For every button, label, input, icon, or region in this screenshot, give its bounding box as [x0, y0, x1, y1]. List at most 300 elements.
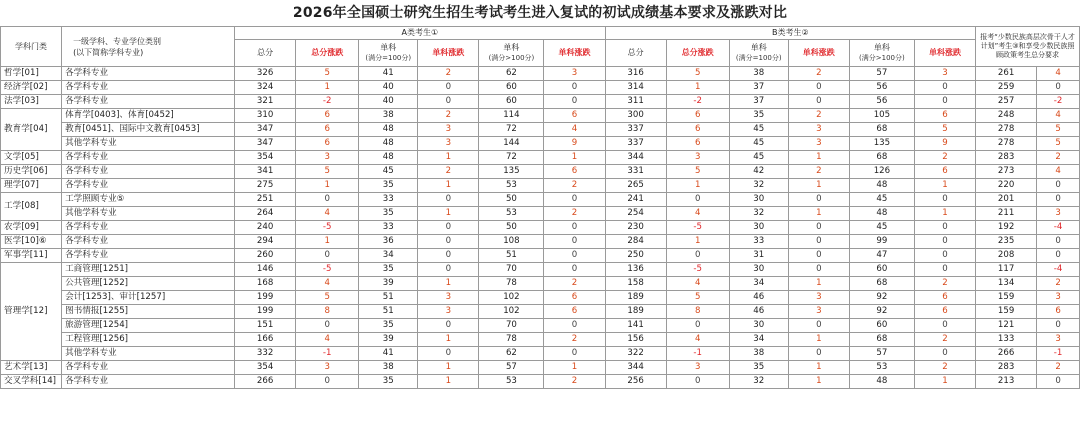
a-change-cell: 2	[544, 277, 605, 291]
a-score-cell: 33	[359, 221, 418, 235]
specialty-cell: 各学科专业	[62, 151, 235, 165]
a-score-cell: 135	[479, 165, 544, 179]
a-change-cell: 0	[418, 319, 479, 333]
a-score-cell: 48	[359, 137, 418, 151]
b-change-cell: 0	[788, 235, 849, 249]
b-score-cell: 30	[729, 319, 788, 333]
a-change-cell: 0	[418, 95, 479, 109]
a-change-cell: 0	[418, 81, 479, 95]
a-change-cell: 0	[544, 221, 605, 235]
minority-score-cell: 259	[976, 81, 1037, 95]
b-change-cell: 0	[788, 221, 849, 235]
a-change-cell: 0	[544, 347, 605, 361]
a-change-cell: 1	[418, 179, 479, 193]
a-change-cell: 0	[544, 81, 605, 95]
b-change-cell: -5	[666, 221, 729, 235]
b-score-cell: 105	[849, 109, 914, 123]
b-change-cell: 0	[788, 319, 849, 333]
a-change-cell: 9	[544, 137, 605, 151]
a-score-cell: 45	[359, 165, 418, 179]
a-score-cell: 39	[359, 277, 418, 291]
b-change-cell: 1	[788, 151, 849, 165]
b-change-cell: 0	[666, 193, 729, 207]
a-change-cell: -5	[296, 221, 359, 235]
a-score-cell: 324	[235, 81, 296, 95]
b-change-cell: 0	[914, 235, 975, 249]
a-change-cell: 2	[544, 207, 605, 221]
discipline-cell: 艺术学[13]	[1, 361, 62, 375]
b-score-cell: 68	[849, 123, 914, 137]
a-change-cell: 0	[544, 263, 605, 277]
a-score-cell: 35	[359, 319, 418, 333]
b-score-cell: 158	[605, 277, 666, 291]
specialty-cell: 各学科专业	[62, 221, 235, 235]
a-change-cell: 0	[544, 319, 605, 333]
b-score-cell: 68	[849, 151, 914, 165]
table-row	[1, 109, 1080, 123]
a-score-cell: 57	[479, 361, 544, 375]
a-score-cell: 347	[235, 123, 296, 137]
b-score-cell: 45	[729, 151, 788, 165]
b-score-cell: 284	[605, 235, 666, 249]
b-change-cell: 1	[788, 207, 849, 221]
b-score-cell: 48	[849, 375, 914, 389]
a-score-cell: 72	[479, 151, 544, 165]
a-change-cell: 0	[296, 193, 359, 207]
a-change-cell: 4	[296, 277, 359, 291]
b-change-cell: 5	[914, 123, 975, 137]
b-score-cell: 311	[605, 95, 666, 109]
b-change-cell: 6	[914, 165, 975, 179]
minority-score-cell: 213	[976, 375, 1037, 389]
a-change-cell: 1	[418, 375, 479, 389]
b-change-cell: 6	[666, 137, 729, 151]
minority-score-cell: 211	[976, 207, 1037, 221]
a-score-cell: 36	[359, 235, 418, 249]
b-score-cell: 331	[605, 165, 666, 179]
a-change-cell: 5	[296, 291, 359, 305]
a-score-cell: 108	[479, 235, 544, 249]
specialty-cell: 各学科专业	[62, 165, 235, 179]
b-change-cell: 5	[666, 67, 729, 81]
b-change-cell: 2	[788, 165, 849, 179]
b-score-cell: 189	[605, 305, 666, 319]
a-change-cell: 0	[296, 249, 359, 263]
b-score-cell: 136	[605, 263, 666, 277]
a-change-cell: 0	[544, 95, 605, 109]
b-change-cell: 0	[788, 249, 849, 263]
minority-change-cell: 0	[1037, 81, 1080, 95]
a-score-cell: 354	[235, 361, 296, 375]
b-score-cell: 135	[849, 137, 914, 151]
b-score-cell: 314	[605, 81, 666, 95]
b-change-cell: 0	[914, 81, 975, 95]
a-change-cell: 3	[418, 137, 479, 151]
b-change-cell: 0	[788, 193, 849, 207]
b-change-cell: 0	[914, 319, 975, 333]
minority-score-cell: 248	[976, 109, 1037, 123]
a-change-cell: 3	[418, 291, 479, 305]
a-change-cell: 6	[296, 123, 359, 137]
b-change-cell: 0	[666, 249, 729, 263]
minority-score-cell: 121	[976, 319, 1037, 333]
b-score-cell: 250	[605, 249, 666, 263]
a-change-cell: 0	[544, 249, 605, 263]
a-score-cell: 35	[359, 375, 418, 389]
a-change-cell: 1	[544, 151, 605, 165]
header-b-single2-change: 单科涨跌	[914, 40, 975, 67]
table-row	[1, 95, 1080, 109]
a-change-cell: 2	[544, 375, 605, 389]
a-score-cell: 48	[359, 151, 418, 165]
minority-score-cell: 159	[976, 305, 1037, 319]
minority-change-cell: 0	[1037, 179, 1080, 193]
a-change-cell: 3	[418, 305, 479, 319]
minority-score-cell: 257	[976, 95, 1037, 109]
b-score-cell: 56	[849, 95, 914, 109]
b-score-cell: 99	[849, 235, 914, 249]
a-change-cell: 3	[296, 361, 359, 375]
discipline-cell: 工学[08]	[1, 193, 62, 221]
minority-score-cell: 273	[976, 165, 1037, 179]
b-score-cell: 35	[729, 361, 788, 375]
specialty-cell: 其他学科专业	[62, 347, 235, 361]
table-row	[1, 123, 1080, 137]
b-change-cell: 3	[666, 151, 729, 165]
a-score-cell: 102	[479, 305, 544, 319]
a-change-cell: 0	[544, 193, 605, 207]
b-change-cell: 0	[788, 347, 849, 361]
b-change-cell: 3	[788, 123, 849, 137]
a-score-cell: 34	[359, 249, 418, 263]
b-change-cell: 4	[666, 333, 729, 347]
a-score-cell: 33	[359, 193, 418, 207]
b-change-cell: -1	[666, 347, 729, 361]
b-change-cell: 9	[914, 137, 975, 151]
header-b-single2-line1: 单科	[873, 43, 890, 52]
header-a-single2-change: 单科涨跌	[544, 40, 605, 67]
a-score-cell: 78	[479, 277, 544, 291]
header-a-total-change: 总分涨跌	[296, 40, 359, 67]
minority-score-cell: 192	[976, 221, 1037, 235]
b-change-cell: 1	[788, 375, 849, 389]
a-score-cell: 260	[235, 249, 296, 263]
header-category	[62, 27, 235, 67]
header-discipline: 学科门类	[1, 27, 62, 67]
a-score-cell: 35	[359, 263, 418, 277]
header-b-total-change: 总分涨跌	[666, 40, 729, 67]
a-score-cell: 53	[479, 375, 544, 389]
specialty-cell: 其他学科专业	[62, 207, 235, 221]
b-score-cell: 60	[849, 319, 914, 333]
b-change-cell: 2	[914, 277, 975, 291]
table-row	[1, 137, 1080, 151]
discipline-cell: 理学[07]	[1, 179, 62, 193]
a-score-cell: 40	[359, 81, 418, 95]
a-score-cell: 51	[479, 249, 544, 263]
b-score-cell: 337	[605, 137, 666, 151]
header-a-single2	[479, 40, 544, 67]
a-score-cell: 53	[479, 179, 544, 193]
minority-change-cell: -1	[1037, 347, 1080, 361]
specialty-cell: 其他学科专业	[62, 137, 235, 151]
score-table	[0, 26, 1080, 389]
header-b-total: 总分	[605, 40, 666, 67]
b-score-cell: 34	[729, 277, 788, 291]
a-score-cell: 78	[479, 333, 544, 347]
a-change-cell: 1	[296, 179, 359, 193]
a-score-cell: 264	[235, 207, 296, 221]
b-score-cell: 57	[849, 347, 914, 361]
minority-change-cell: -4	[1037, 263, 1080, 277]
minority-change-cell: 5	[1037, 123, 1080, 137]
discipline-cell: 农学[09]	[1, 221, 62, 235]
b-change-cell: 1	[666, 81, 729, 95]
header-b-single1-line2: (满分=100分)	[735, 54, 782, 62]
a-score-cell: 354	[235, 151, 296, 165]
specialty-cell: 会计[1253]、审计[1257]	[62, 291, 235, 305]
table-row	[1, 263, 1080, 277]
a-change-cell: 6	[544, 165, 605, 179]
specialty-cell: 各学科专业	[62, 249, 235, 263]
a-change-cell: 6	[544, 109, 605, 123]
header-b-single1	[729, 40, 788, 67]
header-a-single1-line2: (满分=100分)	[365, 54, 412, 62]
b-score-cell: 32	[729, 207, 788, 221]
specialty-cell: 各学科专业	[62, 81, 235, 95]
minority-score-cell: 117	[976, 263, 1037, 277]
b-change-cell: 0	[666, 319, 729, 333]
header-a-single1-line1: 单科	[380, 43, 397, 52]
a-change-cell: -1	[296, 347, 359, 361]
specialty-cell: 教育[0451]、国际中文教育[0453]	[62, 123, 235, 137]
a-score-cell: 72	[479, 123, 544, 137]
b-score-cell: 37	[729, 81, 788, 95]
a-change-cell: 0	[418, 263, 479, 277]
table-row	[1, 319, 1080, 333]
b-change-cell: 4	[666, 277, 729, 291]
specialty-cell: 旅游管理[1254]	[62, 319, 235, 333]
b-score-cell: 33	[729, 235, 788, 249]
b-score-cell: 48	[849, 179, 914, 193]
minority-change-cell: 4	[1037, 165, 1080, 179]
a-score-cell: 40	[359, 95, 418, 109]
minority-change-cell: 0	[1037, 249, 1080, 263]
b-score-cell: 189	[605, 291, 666, 305]
discipline-cell: 管理学[12]	[1, 263, 62, 361]
a-score-cell: 332	[235, 347, 296, 361]
b-change-cell: 0	[914, 249, 975, 263]
b-score-cell: 92	[849, 305, 914, 319]
minority-score-cell: 266	[976, 347, 1037, 361]
header-note: 报考“少数民族高层次骨干人才计划”考生③和享受少数民族照顾政策考生总分要求	[976, 27, 1080, 67]
header-group-b: B类考生②	[605, 27, 976, 40]
minority-change-cell: 0	[1037, 319, 1080, 333]
a-score-cell: 347	[235, 137, 296, 151]
b-score-cell: 45	[849, 221, 914, 235]
b-change-cell: 4	[666, 207, 729, 221]
table-row	[1, 249, 1080, 263]
b-change-cell: 0	[914, 193, 975, 207]
b-score-cell: 56	[849, 81, 914, 95]
a-change-cell: 3	[418, 123, 479, 137]
minority-score-cell: 201	[976, 193, 1037, 207]
a-change-cell: 4	[296, 333, 359, 347]
b-change-cell: 8	[666, 305, 729, 319]
b-score-cell: 45	[849, 193, 914, 207]
b-change-cell: 1	[666, 179, 729, 193]
b-score-cell: 256	[605, 375, 666, 389]
specialty-cell: 各学科专业	[62, 375, 235, 389]
specialty-cell: 公共管理[1252]	[62, 277, 235, 291]
a-change-cell: 1	[544, 361, 605, 375]
discipline-cell: 医学[10]⑥	[1, 235, 62, 249]
b-score-cell: 47	[849, 249, 914, 263]
minority-change-cell: 2	[1037, 361, 1080, 375]
b-score-cell: 60	[849, 263, 914, 277]
a-score-cell: 60	[479, 95, 544, 109]
minority-score-cell: 278	[976, 137, 1037, 151]
b-change-cell: 0	[788, 95, 849, 109]
specialty-cell: 各学科专业	[62, 361, 235, 375]
b-change-cell: 3	[914, 67, 975, 81]
a-score-cell: 144	[479, 137, 544, 151]
a-score-cell: 266	[235, 375, 296, 389]
table-row	[1, 333, 1080, 347]
b-change-cell: 2	[788, 109, 849, 123]
a-score-cell: 60	[479, 81, 544, 95]
b-change-cell: -5	[666, 263, 729, 277]
b-change-cell: -2	[666, 95, 729, 109]
a-score-cell: 62	[479, 347, 544, 361]
header-a-total: 总分	[235, 40, 296, 67]
minority-change-cell: -2	[1037, 95, 1080, 109]
a-score-cell: 251	[235, 193, 296, 207]
minority-change-cell: 4	[1037, 109, 1080, 123]
a-score-cell: 70	[479, 319, 544, 333]
specialty-cell: 各学科专业	[62, 95, 235, 109]
a-change-cell: 2	[418, 165, 479, 179]
table-row	[1, 375, 1080, 389]
a-change-cell: 2	[544, 333, 605, 347]
b-score-cell: 45	[729, 123, 788, 137]
b-change-cell: 0	[914, 95, 975, 109]
discipline-cell: 法学[03]	[1, 95, 62, 109]
b-score-cell: 31	[729, 249, 788, 263]
minority-change-cell: 3	[1037, 207, 1080, 221]
table-row	[1, 193, 1080, 207]
b-score-cell: 32	[729, 179, 788, 193]
a-change-cell: 2	[418, 109, 479, 123]
b-score-cell: 300	[605, 109, 666, 123]
b-score-cell: 30	[729, 221, 788, 235]
a-change-cell: 5	[296, 67, 359, 81]
b-change-cell: 3	[788, 137, 849, 151]
b-change-cell: 3	[788, 291, 849, 305]
b-change-cell: 3	[666, 361, 729, 375]
b-change-cell: 0	[914, 263, 975, 277]
discipline-cell: 文学[05]	[1, 151, 62, 165]
b-change-cell: 6	[914, 109, 975, 123]
b-score-cell: 141	[605, 319, 666, 333]
a-change-cell: 2	[418, 67, 479, 81]
minority-change-cell: 5	[1037, 137, 1080, 151]
b-change-cell: 1	[666, 235, 729, 249]
a-change-cell: 2	[544, 179, 605, 193]
specialty-cell: 工学照顾专业⑤	[62, 193, 235, 207]
discipline-cell: 哲学[01]	[1, 67, 62, 81]
b-score-cell: 156	[605, 333, 666, 347]
b-score-cell: 230	[605, 221, 666, 235]
b-score-cell: 337	[605, 123, 666, 137]
a-score-cell: 41	[359, 347, 418, 361]
b-score-cell: 30	[729, 193, 788, 207]
b-change-cell: 0	[788, 263, 849, 277]
a-score-cell: 240	[235, 221, 296, 235]
table-row	[1, 151, 1080, 165]
specialty-cell: 各学科专业	[62, 235, 235, 249]
table-row	[1, 291, 1080, 305]
b-score-cell: 92	[849, 291, 914, 305]
a-score-cell: 39	[359, 333, 418, 347]
a-change-cell: 3	[544, 67, 605, 81]
specialty-cell: 各学科专业	[62, 179, 235, 193]
a-change-cell: 1	[418, 151, 479, 165]
a-change-cell: 1	[418, 277, 479, 291]
b-change-cell: 2	[914, 361, 975, 375]
specialty-cell: 各学科专业	[62, 67, 235, 81]
a-change-cell: 1	[418, 361, 479, 375]
b-change-cell: 6	[914, 305, 975, 319]
table-row	[1, 81, 1080, 95]
b-score-cell: 57	[849, 67, 914, 81]
b-score-cell: 53	[849, 361, 914, 375]
a-score-cell: 50	[479, 221, 544, 235]
a-change-cell: 1	[296, 235, 359, 249]
a-change-cell: 6	[296, 137, 359, 151]
a-score-cell: 38	[359, 109, 418, 123]
a-change-cell: -5	[296, 263, 359, 277]
b-change-cell: 1	[914, 179, 975, 193]
b-score-cell: 68	[849, 277, 914, 291]
minority-change-cell: 2	[1037, 151, 1080, 165]
a-change-cell: 0	[418, 249, 479, 263]
minority-change-cell: 2	[1037, 277, 1080, 291]
b-change-cell: 0	[666, 375, 729, 389]
a-change-cell: 6	[296, 109, 359, 123]
a-score-cell: 50	[479, 193, 544, 207]
a-change-cell: 1	[296, 81, 359, 95]
b-change-cell: 3	[788, 305, 849, 319]
a-score-cell: 70	[479, 263, 544, 277]
minority-change-cell: 3	[1037, 291, 1080, 305]
table-row	[1, 165, 1080, 179]
minority-change-cell: 0	[1037, 193, 1080, 207]
minority-change-cell: 0	[1037, 235, 1080, 249]
b-score-cell: 42	[729, 165, 788, 179]
b-change-cell: 1	[914, 375, 975, 389]
page-title: 2026年全国硕士研究生招生考试考生进入复试的初试成绩基本要求及涨跌对比	[292, 5, 788, 21]
table-row	[1, 347, 1080, 361]
b-change-cell: 2	[914, 151, 975, 165]
b-score-cell: 126	[849, 165, 914, 179]
header-b-single1-line1: 单科	[750, 43, 767, 52]
a-score-cell: 41	[359, 67, 418, 81]
a-score-cell: 51	[359, 291, 418, 305]
b-score-cell: 48	[849, 207, 914, 221]
b-change-cell: 1	[788, 361, 849, 375]
a-change-cell: 1	[418, 207, 479, 221]
